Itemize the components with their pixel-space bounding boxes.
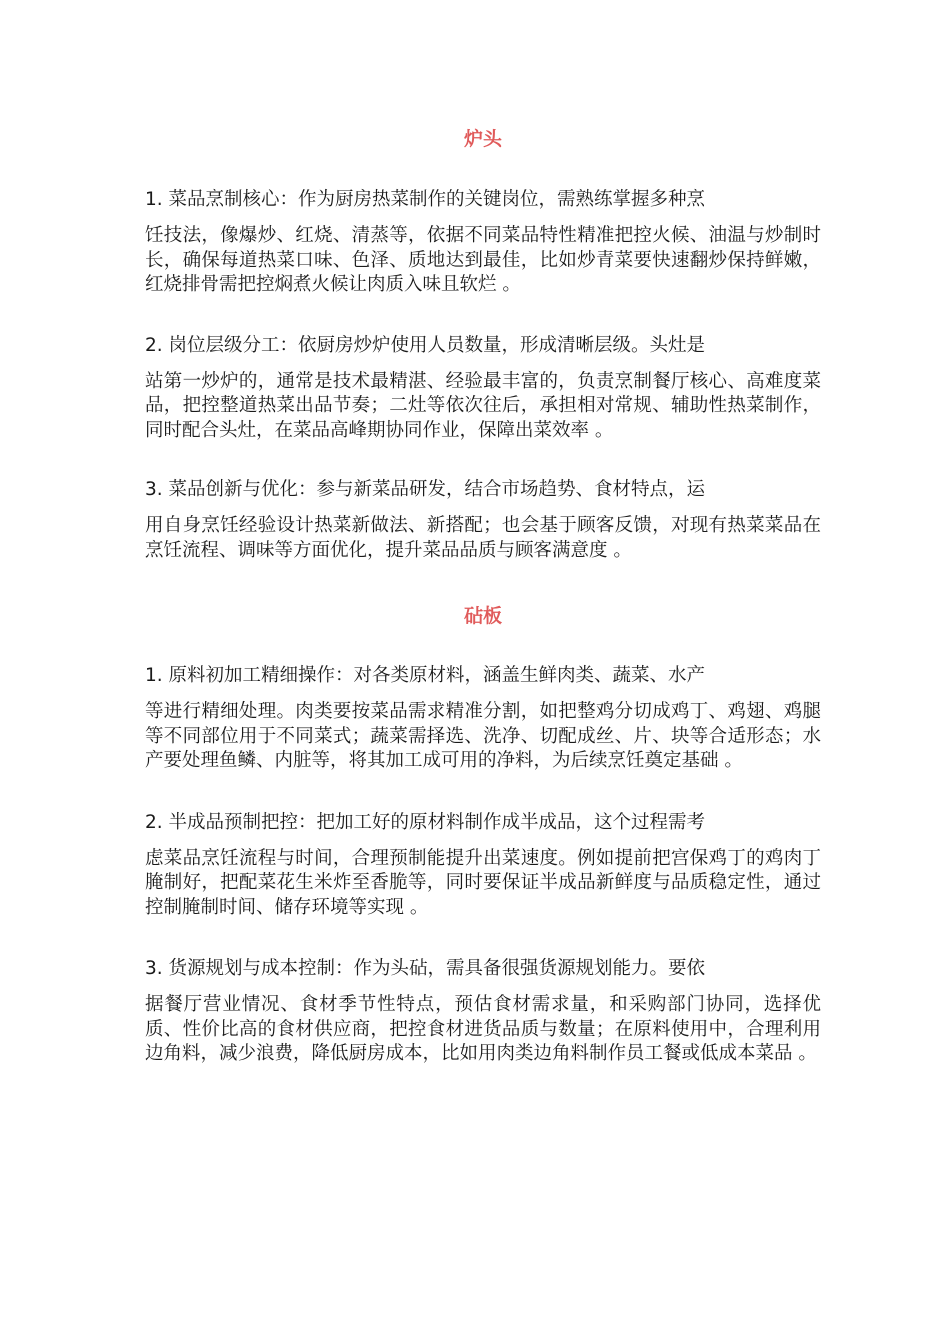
item-body: 站第一炒炉的，通常是技术最精湛、经验最丰富的，负责烹制餐厅核心、高难度菜品，把控整道热菜出品节奏；二灶等依次往后，承担相对常规、辅助性热菜制作，同时配合头灶，在菜品高峰期协同作业，保障出菜效率 。: [145, 370, 821, 441]
item-first-line: 3. 货源规划与成本控制：作为头砧，需具备很强货源规划能力。要依: [145, 958, 706, 979]
document-page: [145, 0, 821, 1067]
list-item: [145, 664, 821, 774]
item-first-line: 2. 半成品预制把控：把加工好的原材料制作成半成品，这个过程需考: [145, 811, 706, 833]
list-item: [145, 811, 821, 921]
list-item: [145, 334, 821, 444]
item-body: 用自身烹饪经验设计热菜新做法、新搭配；也会基于顾客反馈，对现有热菜菜品在烹饪流程、调味等方面优化，提升菜品品质与顾客满意度 。: [145, 515, 821, 561]
list-item: [145, 188, 821, 298]
item-first-line: 1. 菜品烹制核心：作为厨房热菜制作的关键岗位，需熟练掌握多种烹: [145, 189, 706, 210]
item-first-line: 2. 岗位层级分工：依厨房炒炉使用人员数量，形成清晰层级。头灶是: [145, 334, 706, 356]
item-body: 虑菜品烹饪流程与时间，合理预制能提升出菜速度。例如提前把宫保鸡丁的鸡肉丁腌制好，把配菜花生米炸至香脆等，同时要保证半成品新鲜度与品质稳定性，通过控制腌制时间、储存环境等实现 。: [145, 847, 821, 918]
item-first-line: 3. 菜品创新与优化：参与新菜品研发，结合市场趋势、食材特点，运: [145, 479, 706, 500]
section-title-chopping-board: 砧板: [463, 605, 502, 627]
list-item: [145, 478, 821, 563]
list-item: [145, 957, 821, 1067]
item-first-line: 1. 原料初加工精细操作：对各类原材料，涵盖生鲜肉类、蔬菜、水产: [145, 665, 706, 686]
item-body: 饪技法，像爆炒、红烧、清蒸等，依据不同菜品特性精准把控火候、油温与炒制时长，确保每道热菜口味、色泽、质地达到最佳，比如炒青菜要快速翻炒保持鲜嫩，红烧排骨需把控焖煮火候让肉质入味且软烂 。: [145, 225, 821, 295]
item-body: 据餐厅营业情况、食材季节性特点，预估食材需求量，和采购部门协同，选择优质、性价比高的食材供应商，把控食材进货品质与数量；在原料使用中，合理利用边角料，减少浪费，降低厨房成本，比如用肉类边角料制作员工餐或低成本菜品 。: [145, 994, 821, 1064]
item-body: 等进行精细处理。肉类要按菜品需求精准分割，如把整鸡分切成鸡丁、鸡翅、鸡腿等不同部位用于不同菜式；蔬菜需择选、洗净、切配成丝、片、块等合适形态；水产要处理鱼鳞、内脏等，将其加工成可用的净料，为后续烹饪奠定基础 。: [145, 701, 821, 771]
section-title-stove: 炉头: [463, 128, 502, 150]
